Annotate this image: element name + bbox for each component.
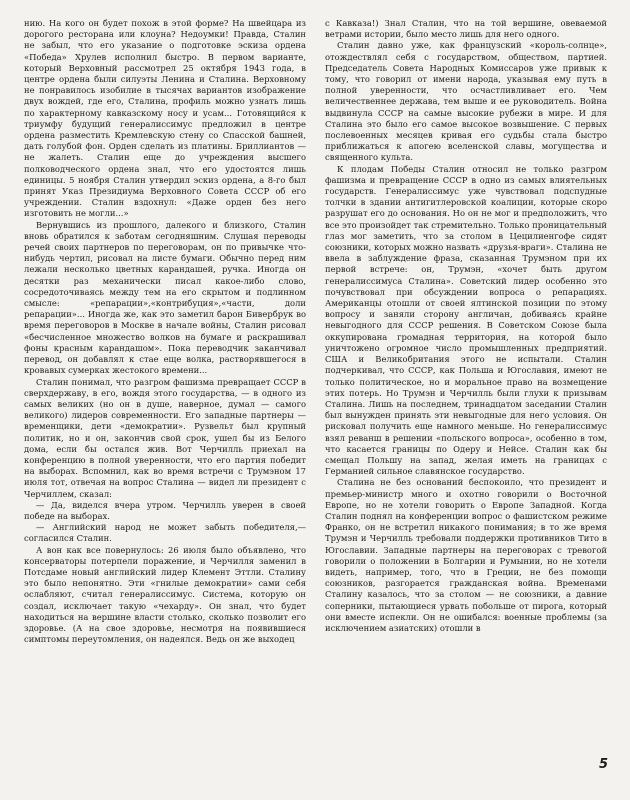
paragraph: нию. На кого он будет похож в этой форме? На швейцара из дорогого ресторана или клоуна? Недоумки! Правда, Сталин не забыл, что его указание о подготовке эскиза ордена «Победа» Хрулев исполнил быстро. В первом варианте, который Верховный рассмотрел 25 октября 1943 года, в центре ордена были силуэты Ленина и Сталина. Верховному не понравилось изобилие в тысячах вариантов изображение двух вождей, где его, Сталина, профиль можно узнать лишь по характерному кавказскому носу и усам... Готовящийся к триумфу будущий генералиссимус предложил в центре ордена разместить Кремлевскую стену со Спасской башней, дать голубой фон. Орден сделать из платины. Бриллиантов — не жалеть. Сталин еще до учреждения высшего полководческого ордена знал, что его удостоятся лишь единицы. 5 ноября Сталин утвердил эскиз ордена, а 8-го был принят Указ Президиума Верховного Совета СССР об его учреждении. Сталин вздохнул: «Даже орден без него изготовить не могли...»	[24, 18, 306, 219]
paragraph: — Да, виделся вчера утром. Черчилль уверен в своей победе на выборах.	[24, 499, 306, 521]
paragraph: К плодам Победы Сталин относил не только разгром фашизма и превращение СССР в одно из самых влиятельных государств. Генералиссимус уже чувствовал подспудные толчки в здании антигитлеровской коалиции, которые скоро разрушат его до основания. Но он не мог и предположить, что все это произойдет так стремительно. Только проницательный глаз мог заметить, что за столом в Цецилиенгофе сидят союзники, которых можно назвать «друзья-враги». Сталина не ввела в заблуждение фраза, сказанная Трумэном при их первой встрече: он, Трумэн, «хочет быть другом генералиссимуса Сталина». Советский лидер особенно это почувствовал при обсуждении вопроса о репарациях. Американцы отошли от своей ялтинской позиции по этому вопросу и заняли сторону англичан, добиваясь крайне невыгодного для СССР решения. В Советском Союзе была оккупирована громадная территория, на которой было уничтожено огромное число промышленных предприятий. США и Великобритания этого не испытали. Сталин подчеркивал, что СССР, как Польша и Югославия, имеют не только политическое, но и моральное право на возмещение этих потерь. Но Трумэн и Черчилль были глухи к призывам Сталина. Лишь на последнем, тринадцатом заседании Сталин был вынужден принять эти невыгодные для него условия. Он рисковал получить еще намного меньше. Но генералиссимус взял реванш в решении «польского вопроса», особенно в том, что касается границы по Одеру и Нейсе. Сталин как бы смещал Польшу на запад, желая иметь на границах с Германией сильное славянское государство.	[325, 163, 607, 477]
paragraph: Вернувшись из прошлого, далекого и близкого, Сталин вновь обратился к заботам сегодняшним. Слушая переводы речей своих партнеров по переговорам, он по привычке что-нибудь чертил, рисовал на листе бумаги. Обычно перед ним лежали несколько цветных карандашей, ручка. Иногда он десятки раз механически писал какое-либо слово, сосредоточиваясь между тем на его скрытом и подлинном смысле: «репарации»,«контрибуция»,«части, доли репарации»... Иногда же, как это заметил барон Бивербрук во время переговоров в Москве в начале войны, Сталин рисовал «бесчисленное множество волков на бумаге и раскрашивал фоны красным карандашом». Пока переводчик заканчивал перевод, он добавлял к стае еще волка, растворявшегося в кровавых сумерках жестокого времени...	[24, 219, 306, 376]
text-column-right	[325, 18, 607, 634]
paragraph: Сталин понимал, что разгром фашизма превращает СССР в сверхдержаву, в его, вождя этого государства, — в одного из самых великих (но он в душе, наверное, думал — самого великого) лидеров современности. Его западные партнеры — временщики, дети «демократии». Рузвельт был крупный политик, но и он, закончив свой срок, ушел бы из Белого дома, если бы остался жив. Вот Черчилль приехал на конференцию в полной уверенности, что его партия победит на выборах. Вспомнил, как во время встречи с Трумэном 17 июля тот, отвечая на вопрос Сталина — видел ли президент с Черчиллем, сказал:	[24, 376, 306, 499]
paragraph: с Кавказа!) Знал Сталин, что на той вершине, овеваемой ветрами истории, было место лишь для него одного.	[325, 18, 607, 40]
paragraph: Сталин давно уже, как французский «король-солнце», отождествлял себя с государством, обществом, партией. Председатель Совета Народных Комиссаров уже привык к тому, что говорил от имени народа, указывая ему путь в полной уверенности, что осчастливливает его. Чем величественнее держава, тем выше и ее руководитель. Война выдвинула СССР на самые высокие рубежи в мире. И для Сталина это было его самое высокое возвышение. С первых послевоенных месяцев кривая его судьбы стала быстро приближаться к апогею вселенской славы, могущества и священного культа.	[325, 40, 607, 163]
paragraph: — Английский народ не может забыть победителя,— согласился Сталин.	[24, 522, 306, 544]
paragraph: А вон как все повернулось: 26 июля было объявлено, что консерваторы потерпели поражение, и Черчилля заменил в Потсдаме новый английский лидер Клемент Эттли. Сталину это было непонятно. Эти «гнилые демократии» сами себя ослабляют, считал генералиссимус. Система, которую он создал, исключает такую «чехарду». Он знал, что будет находиться на вершине власти столько, сколько позволит его здоровье. (А на свое здоровье, несмотря на появившиеся симптомы переутомления, он надеялся. Ведь он же выходец	[24, 544, 306, 645]
paragraph: Сталина не без оснований беспокоило, что президент и премьер-министр много и охотно говорили о Восточной Европе, но не хотели говорить о Европе Западной. Когда Сталин поднял на конференции вопрос о фашистском режиме Франко, он не встретил никакого понимания; в то же время Трумэн и Черчилль требовали поддержки противников Тито в Югославии. Западные партнеры на переговорах с тревогой говорили о положении в Болгарии и Румынии, но не хотели видеть, например, того, что в Греции, не без помощи союзников, разгорается гражданская война. Временами Сталину казалось, что за столом — не союзники, а давние соперники, пытающиеся урвать побольше от пирога, который они вместе испекли. Он не ошибался: военные проблемы (за исключением азиатских) отошли в	[325, 477, 607, 633]
page-number: 5	[598, 757, 608, 772]
text-column-left	[24, 18, 306, 645]
